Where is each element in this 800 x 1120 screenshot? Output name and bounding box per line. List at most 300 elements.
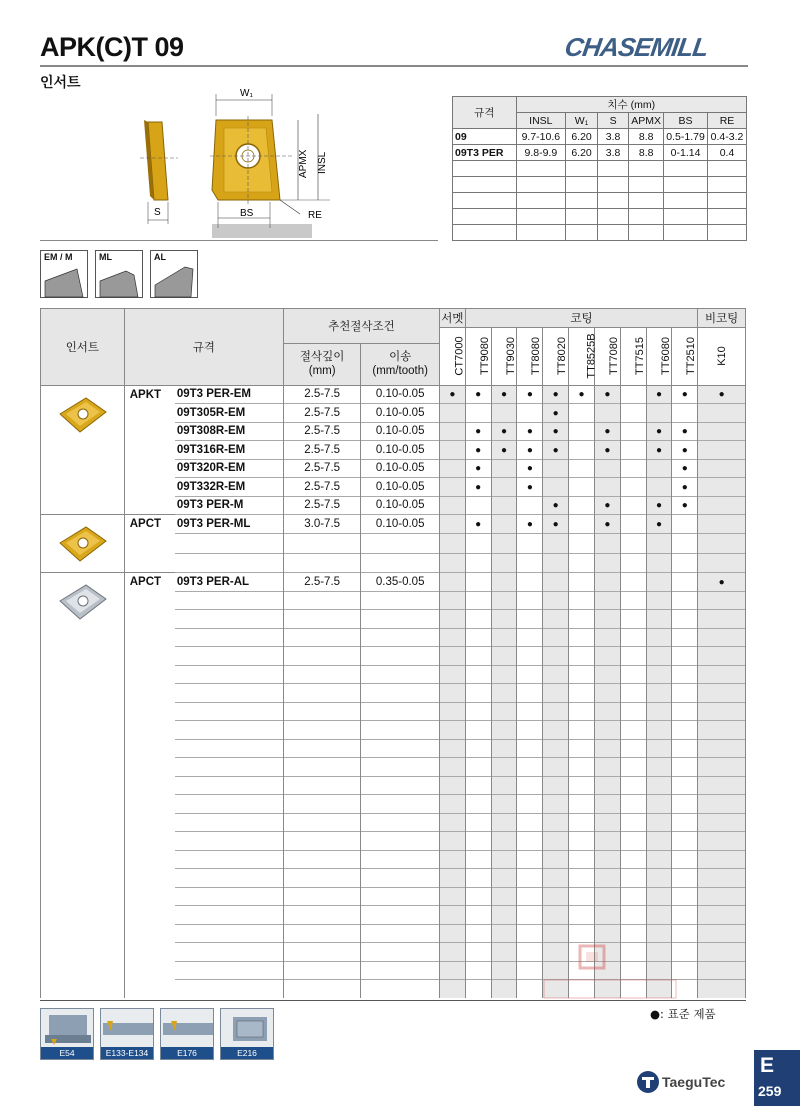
feed-rate: [361, 684, 440, 703]
grade-cell-tt9080: [465, 721, 491, 740]
grade-cell-tt8080: [517, 961, 543, 980]
grade-cell-tt8020: [543, 776, 569, 795]
insert-header: 인서트: [41, 309, 125, 386]
grade-cell-tt9080: [465, 553, 491, 572]
dim-value: 0.4: [708, 145, 747, 161]
dim-value: 0.5-1.79: [664, 129, 708, 145]
dim-col-header: APMX: [629, 113, 664, 129]
cut-depth: 2.5-7.5: [283, 496, 361, 515]
insert-code: [175, 832, 284, 851]
section-letter: E: [760, 1054, 775, 1077]
dim-col-header: INSL: [516, 113, 566, 129]
grade-cell-tt8525b: [569, 628, 595, 647]
uncoated-header: 비코팅: [698, 309, 746, 328]
standard-dot-icon: ●: [501, 426, 508, 438]
standard-dot-icon: ●: [526, 389, 533, 401]
grade-cell-tt6080: [646, 628, 672, 647]
diagram-divider: [40, 240, 438, 241]
grade-cell-k10: [698, 739, 746, 758]
grade-cell-tt2510: [672, 478, 698, 497]
grade-cell-tt8525b: [569, 610, 595, 629]
grade-cell-tt7080: [594, 887, 620, 906]
feed-rate: [361, 961, 440, 980]
cut-depth: 2.5-7.5: [283, 459, 361, 478]
page-title: APK(C)T 09: [40, 32, 184, 62]
grade-cell-tt7080: [594, 684, 620, 703]
feed-rate: [361, 702, 440, 721]
grade-cell-tt8020: [543, 628, 569, 647]
table-row-empty: [41, 739, 746, 758]
standard-dot-icon: ●: [526, 519, 533, 531]
grade-cell-k10: [698, 795, 746, 814]
table-row: [41, 515, 746, 534]
standard-dot-icon: ●: [526, 444, 533, 456]
taegutec-logo-icon: [636, 1070, 660, 1094]
dim-value: 0-1.14: [664, 145, 708, 161]
grade-cell-tt8020: [543, 534, 569, 553]
grade-cell-tt8525b: [569, 795, 595, 814]
insert-code: [175, 702, 284, 721]
grade-cell-tt9030: [491, 887, 517, 906]
grade-cell-tt8525b: [569, 385, 595, 404]
grade-cell-tt9080: [465, 684, 491, 703]
series-prefix: [124, 459, 175, 478]
grade-cell-tt9080: [465, 534, 491, 553]
grade-cell-tt9030: [491, 478, 517, 497]
series-prefix: APCT: [124, 573, 175, 592]
grade-cell-tt2510: [672, 887, 698, 906]
series-prefix: APKT: [124, 385, 175, 404]
table-row-empty: [41, 591, 746, 610]
grade-cell-k10: [698, 591, 746, 610]
grade-cell-tt8080: [517, 850, 543, 869]
grade-cell-tt8080: [517, 496, 543, 515]
feed-rate: [361, 832, 440, 851]
series-prefix: [124, 832, 175, 851]
grade-cell-tt7515: [620, 684, 646, 703]
insert-code: [175, 534, 284, 553]
grade-cell-ct7000: [439, 459, 465, 478]
grade-cell-tt9080: [465, 591, 491, 610]
grade-header: TT8020: [543, 327, 569, 385]
logo-text: CHASEMILL: [562, 32, 710, 62]
insert-code: [175, 721, 284, 740]
table-row: [41, 422, 746, 441]
feed-rate: 0.10-0.05: [361, 515, 440, 534]
grade-cell-tt9080: [465, 496, 491, 515]
grade-cell-tt6080: [646, 739, 672, 758]
feed-rate: [361, 721, 440, 740]
grade-cell-ct7000: [439, 534, 465, 553]
grade-cell-tt7080: [594, 647, 620, 666]
grade-cell-tt7515: [620, 553, 646, 572]
grade-cell-tt7515: [620, 573, 646, 592]
feed-header: 이송 (mm/tooth): [361, 343, 440, 385]
table-row: [41, 441, 746, 460]
dim-value: 9.8-9.9: [516, 145, 566, 161]
grade-cell-k10: [698, 813, 746, 832]
grade-cell-tt6080: [646, 684, 672, 703]
standard-dot-icon: ●: [681, 426, 688, 438]
grade-cell-tt7080: [594, 459, 620, 478]
dim-row-empty: [453, 193, 747, 209]
grade-cell-tt8080: [517, 721, 543, 740]
standard-dot-icon: ●: [526, 463, 533, 475]
grade-cell-k10: [698, 850, 746, 869]
coating-header: 코팅: [465, 309, 697, 328]
cut-depth: [283, 647, 361, 666]
grade-cell-k10: [698, 478, 746, 497]
series-prefix: [124, 591, 175, 610]
grade-cell-ct7000: [439, 610, 465, 629]
grade-cell-tt9030: [491, 385, 517, 404]
cut-depth: [283, 961, 361, 980]
standard-dot-icon: ●: [475, 481, 482, 493]
standard-dot-icon: ●: [552, 444, 559, 456]
series-prefix: [124, 610, 175, 629]
table-row: [41, 404, 746, 423]
grade-cell-k10: [698, 647, 746, 666]
table-row-empty: [41, 665, 746, 684]
series-prefix: [124, 422, 175, 441]
grade-cell-k10: [698, 980, 746, 999]
grade-cell-ct7000: [439, 573, 465, 592]
cut-depth: [283, 684, 361, 703]
grade-cell-tt8525b: [569, 459, 595, 478]
cut-depth: [283, 776, 361, 795]
grade-header: TT8525B: [569, 327, 595, 385]
grade-cell-tt9030: [491, 647, 517, 666]
insert-code: 09T3 PER-ML: [175, 515, 284, 534]
grade-cell-tt8080: [517, 628, 543, 647]
insert-code: 09T3 PER-M: [175, 496, 284, 515]
feed-rate: [361, 647, 440, 666]
grade-cell-k10: [698, 534, 746, 553]
cut-depth: [283, 739, 361, 758]
insert-code: [175, 776, 284, 795]
grade-cell-tt8020: [543, 832, 569, 851]
grade-cell-ct7000: [439, 832, 465, 851]
series-prefix: [124, 776, 175, 795]
grade-cell-k10: [698, 906, 746, 925]
series-prefix: [124, 404, 175, 423]
standard-dot-icon: ●: [718, 389, 725, 401]
grade-cell-tt7080: [594, 441, 620, 460]
grade-cell-tt2510: [672, 795, 698, 814]
grade-cell-tt8080: [517, 647, 543, 666]
grade-cell-ct7000: [439, 441, 465, 460]
grade-cell-tt9080: [465, 385, 491, 404]
feed-rate: [361, 980, 440, 999]
insert-code: [175, 684, 284, 703]
grade-cell-tt8080: [517, 591, 543, 610]
grade-cell-tt8080: [517, 665, 543, 684]
standard-dot-icon: ●: [475, 389, 482, 401]
insert-code: [175, 795, 284, 814]
grade-cell-tt7080: [594, 610, 620, 629]
grade-cell-tt7080: [594, 385, 620, 404]
table-row-empty: [41, 534, 746, 553]
bs-label: BS: [240, 208, 254, 219]
grade-cell-tt9080: [465, 832, 491, 851]
grade-cell-ct7000: [439, 553, 465, 572]
table-row-empty: [41, 647, 746, 666]
grade-cell-k10: [698, 924, 746, 943]
grade-cell-ct7000: [439, 795, 465, 814]
grade-cell-k10: [698, 887, 746, 906]
insert-code: [175, 813, 284, 832]
grade-cell-tt9080: [465, 739, 491, 758]
end-mill-icon: [101, 1009, 155, 1049]
grade-cell-ct7000: [439, 924, 465, 943]
series-prefix: [124, 739, 175, 758]
cut-depth: [283, 534, 361, 553]
grade-cell-tt6080: [646, 721, 672, 740]
spec-header: 규격: [124, 309, 283, 386]
grade-cell-tt8020: [543, 721, 569, 740]
grade-cell-ct7000: [439, 943, 465, 962]
chipbreaker-label: AL: [154, 252, 166, 262]
table-row-empty: [41, 553, 746, 572]
grade-cell-tt7515: [620, 702, 646, 721]
grade-cell-tt7080: [594, 553, 620, 572]
grade-cell-tt8080: [517, 832, 543, 851]
grade-cell-tt7080: [594, 813, 620, 832]
feed-rate: 0.10-0.05: [361, 385, 440, 404]
feed-rate: 0.35-0.05: [361, 573, 440, 592]
grade-cell-tt7080: [594, 478, 620, 497]
grade-cell-tt8525b: [569, 684, 595, 703]
cut-depth: [283, 665, 361, 684]
grade-header: TT7515: [620, 327, 646, 385]
grade-cell-k10: [698, 553, 746, 572]
grade-cell-tt8020: [543, 573, 569, 592]
grade-cell-tt6080: [646, 441, 672, 460]
standard-dot-icon: ●: [501, 389, 508, 401]
grade-cell-tt6080: [646, 758, 672, 777]
grade-cell-tt9080: [465, 573, 491, 592]
feed-rate: [361, 850, 440, 869]
grade-cell-tt2510: [672, 758, 698, 777]
dim-col-header: S: [597, 113, 628, 129]
grade-cell-tt8080: [517, 776, 543, 795]
grade-cell-tt8080: [517, 943, 543, 962]
grade-cell-tt8020: [543, 515, 569, 534]
grade-cell-tt9080: [465, 906, 491, 925]
standard-dot-icon: ●: [526, 426, 533, 438]
cut-depth: [283, 553, 361, 572]
grade-cell-tt9030: [491, 832, 517, 851]
grade-cell-tt7080: [594, 832, 620, 851]
grade-cell-tt7515: [620, 869, 646, 888]
grade-cell-k10: [698, 459, 746, 478]
grade-cell-ct7000: [439, 665, 465, 684]
grade-header: TT9080: [465, 327, 491, 385]
grade-cell-tt9080: [465, 869, 491, 888]
grade-cell-ct7000: [439, 961, 465, 980]
grade-cell-tt7080: [594, 534, 620, 553]
grade-cell-tt2510: [672, 404, 698, 423]
grade-cell-tt7515: [620, 739, 646, 758]
grade-cell-ct7000: [439, 515, 465, 534]
cut-depth: [283, 924, 361, 943]
grade-cell-tt7515: [620, 478, 646, 497]
grade-cell-tt8525b: [569, 441, 595, 460]
brand-name: TaeguTec: [662, 1074, 726, 1090]
ref-thumbnail[interactable]: [220, 1008, 274, 1060]
table-row: [41, 573, 746, 592]
grade-cell-tt9030: [491, 573, 517, 592]
grade-cell-tt7080: [594, 739, 620, 758]
grade-cell-tt9030: [491, 961, 517, 980]
cut-depth: 2.5-7.5: [283, 422, 361, 441]
grade-cell-tt9030: [491, 404, 517, 423]
feed-rate: 0.10-0.05: [361, 459, 440, 478]
cut-depth: [283, 758, 361, 777]
grade-header: K10: [698, 327, 746, 385]
grade-cell-tt7080: [594, 422, 620, 441]
cut-depth: 2.5-7.5: [283, 404, 361, 423]
grade-cell-tt9080: [465, 441, 491, 460]
standard-dot-icon: ●: [604, 500, 611, 512]
grade-cell-tt8020: [543, 813, 569, 832]
grade-header: TT7080: [594, 327, 620, 385]
grade-cell-tt9080: [465, 943, 491, 962]
cut-depth: 3.0-7.5: [283, 515, 361, 534]
standard-dot-icon: ●: [604, 389, 611, 401]
grade-cell-tt8080: [517, 813, 543, 832]
table-row-empty: [41, 721, 746, 740]
feed-rate: [361, 943, 440, 962]
grade-cell-tt2510: [672, 553, 698, 572]
grade-cell-tt7515: [620, 404, 646, 423]
feed-rate: [361, 776, 440, 795]
insert-code: [175, 647, 284, 666]
grade-cell-tt9030: [491, 776, 517, 795]
grade-cell-tt2510: [672, 702, 698, 721]
grade-cell-tt2510: [672, 628, 698, 647]
table-row-empty: [41, 702, 746, 721]
grade-cell-tt6080: [646, 813, 672, 832]
grade-cell-tt6080: [646, 832, 672, 851]
standard-dot-icon: ●: [681, 500, 688, 512]
grade-cell-tt8020: [543, 850, 569, 869]
insert-code: 09T3 PER-EM: [175, 385, 284, 404]
dim-row-empty: [453, 225, 747, 241]
grade-cell-tt8080: [517, 758, 543, 777]
dim-spec: 09: [453, 129, 517, 145]
grade-cell-tt7080: [594, 628, 620, 647]
grade-cell-tt6080: [646, 702, 672, 721]
grade-cell-tt9030: [491, 943, 517, 962]
cut-depth: 2.5-7.5: [283, 385, 361, 404]
standard-dot-icon: ●: [552, 407, 559, 419]
grade-cell-tt6080: [646, 591, 672, 610]
standard-dot-icon: ●: [655, 444, 663, 456]
grade-cell-tt9030: [491, 721, 517, 740]
standard-dot-icon: ●: [604, 426, 611, 438]
grade-cell-tt2510: [672, 832, 698, 851]
feed-rate: 0.10-0.05: [361, 404, 440, 423]
cut-depth: [283, 906, 361, 925]
grade-cell-tt7515: [620, 459, 646, 478]
grade-cell-tt7515: [620, 647, 646, 666]
dim-value: 6.20: [566, 129, 598, 145]
grade-cell-tt8525b: [569, 887, 595, 906]
insert-photo: [41, 515, 125, 573]
ref-thumbnail[interactable]: [40, 1008, 94, 1060]
dim-group-header: 치수 (mm): [516, 97, 747, 113]
feed-rate: 0.10-0.05: [361, 441, 440, 460]
grade-cell-tt8525b: [569, 534, 595, 553]
grade-cell-ct7000: [439, 385, 465, 404]
grade-cell-tt2510: [672, 459, 698, 478]
grade-cell-ct7000: [439, 684, 465, 703]
grade-cell-tt7515: [620, 758, 646, 777]
dim-row-empty: [453, 209, 747, 225]
grade-cell-tt8080: [517, 534, 543, 553]
insert-code: [175, 553, 284, 572]
grade-cell-tt8020: [543, 795, 569, 814]
grade-cell-tt6080: [646, 906, 672, 925]
standard-dot-icon: ●: [449, 389, 456, 401]
feed-rate: 0.10-0.05: [361, 478, 440, 497]
standard-dot-icon: ●: [655, 519, 663, 531]
grade-cell-tt8020: [543, 422, 569, 441]
grade-cell-k10: [698, 721, 746, 740]
threaded-cutter-icon: [221, 1009, 275, 1049]
insert-code: 09T316R-EM: [175, 441, 284, 460]
chipbreaker-profile-icon: [151, 251, 199, 299]
grade-cell-k10: [698, 943, 746, 962]
ref-thumbnail[interactable]: [160, 1008, 214, 1060]
dim-col-header: W₁: [566, 113, 598, 129]
series-prefix: APCT: [124, 515, 175, 534]
grade-cell-tt8020: [543, 702, 569, 721]
grade-cell-tt9030: [491, 869, 517, 888]
grade-cell-tt7515: [620, 385, 646, 404]
series-prefix: [124, 496, 175, 515]
series-prefix: [124, 924, 175, 943]
grade-cell-tt8020: [543, 441, 569, 460]
grade-cell-tt6080: [646, 422, 672, 441]
grade-cell-tt8525b: [569, 869, 595, 888]
grade-cell-tt8020: [543, 459, 569, 478]
standard-dot-icon: ●: [681, 444, 688, 456]
dim-row-empty: [453, 161, 747, 177]
standard-dot-icon: ●: [475, 463, 482, 475]
dim-value: 8.8: [629, 145, 664, 161]
standard-dot-icon: ●: [655, 500, 663, 512]
grade-cell-tt8525b: [569, 813, 595, 832]
ref-thumbnail[interactable]: [100, 1008, 154, 1060]
grade-header: TT8080: [517, 327, 543, 385]
standard-dot-icon: ●: [604, 519, 611, 531]
grade-cell-tt9030: [491, 850, 517, 869]
grade-cell-tt8020: [543, 906, 569, 925]
insert-code: [175, 887, 284, 906]
grade-cell-tt9080: [465, 850, 491, 869]
chipbreaker-profile-icon: [41, 251, 89, 299]
table-row-empty: [41, 776, 746, 795]
insert-code: [175, 961, 284, 980]
insert-photo-icon: [52, 392, 112, 440]
grade-cell-tt7080: [594, 591, 620, 610]
grade-header: TT6080: [646, 327, 672, 385]
standard-dot-icon: ●: [475, 426, 482, 438]
grade-cell-tt8020: [543, 758, 569, 777]
standard-dot-icon: ●: [501, 444, 508, 456]
